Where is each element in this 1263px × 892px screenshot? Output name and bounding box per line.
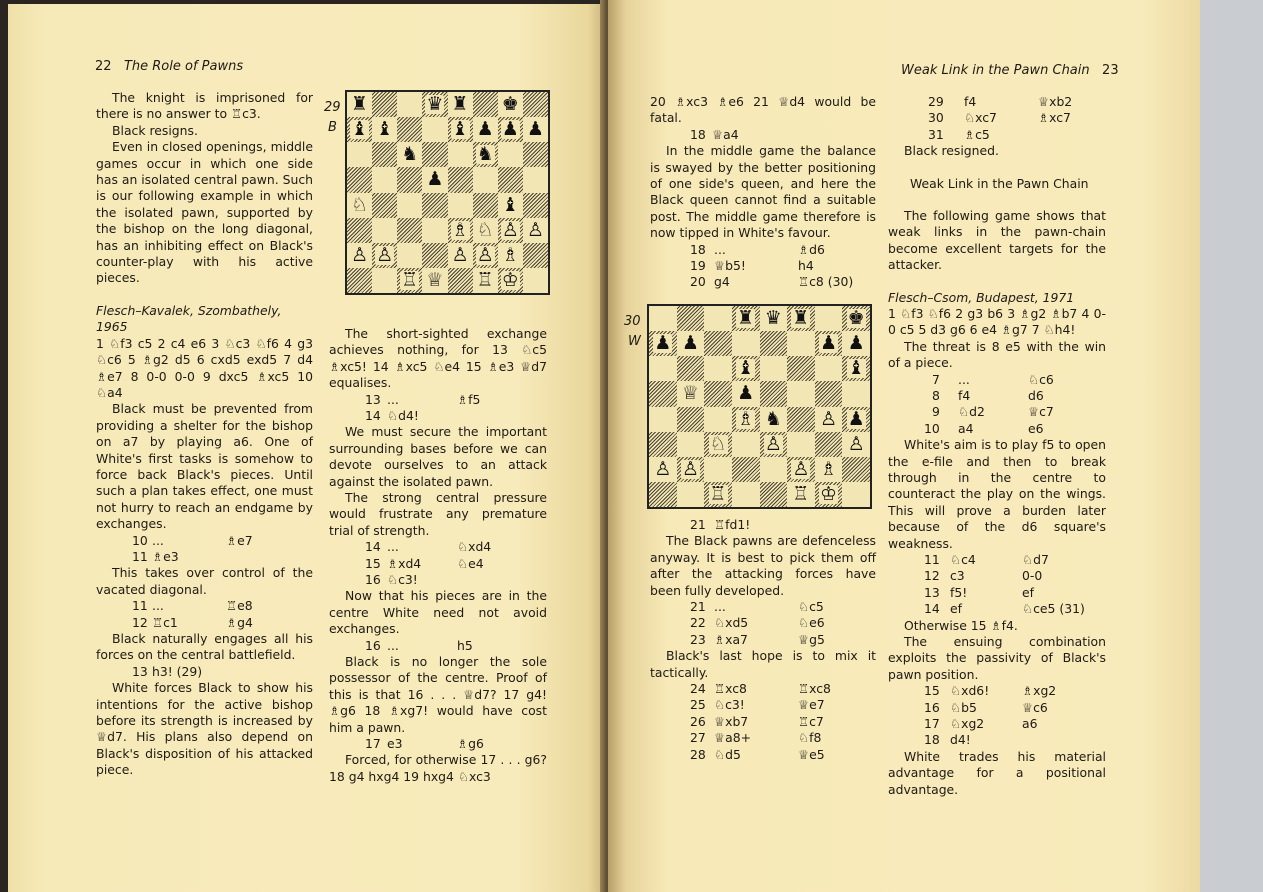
board-square bbox=[448, 167, 473, 192]
board-square bbox=[787, 482, 815, 507]
board-square bbox=[473, 92, 498, 117]
move-line: 31 ♗c5 bbox=[928, 126, 990, 142]
board-square bbox=[677, 482, 705, 507]
board-square bbox=[760, 432, 788, 457]
board-square bbox=[498, 117, 523, 142]
board-square bbox=[842, 457, 870, 482]
chess-piece-icon: ♟ bbox=[847, 332, 865, 355]
board-square bbox=[422, 218, 447, 243]
move-line: 13 h3! (29) bbox=[132, 663, 203, 679]
chess-piece-icon: ♗ bbox=[820, 457, 838, 480]
move-line: 13 ... ♗f5 bbox=[365, 391, 481, 407]
paragraph: The short-sighted exchange achieves nothing, for 13 ♘c5 ♗xc5! 14 ♗xc5 ♘e4 15 ♗e3 ♕d7 equalises. bbox=[329, 326, 547, 391]
paragraph: We must secure the important surrounding bases before we can devote ourselves to an attack against the isolated pawn. bbox=[329, 424, 547, 489]
left-page-number: 22 bbox=[95, 59, 112, 74]
left-column-1 bbox=[96, 90, 313, 779]
board-square bbox=[677, 407, 705, 432]
paragraph: Otherwise 15 ♗f4. bbox=[904, 617, 1018, 633]
paragraph: Even in closed openings, middle games occur in which one side has an isolated central pawn. Such is our following example in which the isolated pawn, supported by the bishop on the long diagonal, has an inhibiting effect on Black's counter-play with his active pieces. bbox=[96, 139, 313, 286]
move-line: 10 ... ♗e7 bbox=[132, 532, 253, 548]
paragraph: Black must be prevented from providing a shelter for the bishop on a7 by playing a6. One of White's first tasks is somehow to force back Black's pieces. Until such a plan takes effect, one must not hurry to reach an endgame by exchanges. bbox=[96, 401, 313, 532]
chess-piece-icon: ♘ bbox=[476, 218, 494, 241]
chess-piece-icon: ♕ bbox=[681, 382, 699, 405]
board-square bbox=[397, 218, 422, 243]
move-line: 19 ♕b5! h4 bbox=[690, 258, 814, 274]
board-square bbox=[498, 92, 523, 117]
board-square bbox=[372, 167, 397, 192]
move-line: 28 ♘d5 ♕e5 bbox=[690, 746, 825, 762]
chess-piece-icon: ♜ bbox=[451, 93, 469, 116]
board-square bbox=[498, 218, 523, 243]
chess-piece-icon: ♟ bbox=[737, 382, 755, 405]
paragraph: Black's last hope is to mix it tactically. bbox=[650, 648, 876, 680]
move-line: 16 ... h5 bbox=[365, 637, 473, 653]
left-running-head bbox=[95, 59, 243, 74]
board-square bbox=[760, 407, 788, 432]
board-square bbox=[704, 381, 732, 406]
board-square bbox=[347, 142, 372, 167]
board-square bbox=[732, 457, 760, 482]
move-line: 29 f4 ♕xb2 bbox=[928, 94, 1073, 109]
paragraph: The knight is imprisoned for there is no answer to ♖c3. bbox=[96, 90, 313, 122]
paragraph: Black is no longer the sole possessor of the centre. Proof of this is that 16 . . . ♕d7? 17 g4! ♗g6 18 ♗xg7! would have cost him a pawn. bbox=[329, 654, 547, 735]
paragraph: The strong central pressure would frustrate any premature trial of strength. bbox=[329, 490, 547, 538]
board-square bbox=[704, 432, 732, 457]
chess-piece-icon: ♙ bbox=[820, 407, 838, 430]
chess-piece-icon: ♟ bbox=[654, 332, 672, 355]
chess-piece-icon: ♙ bbox=[501, 218, 519, 241]
right-column-1-cont bbox=[650, 517, 876, 763]
move-line: 18 ♕a4 bbox=[690, 126, 739, 142]
board-square bbox=[732, 381, 760, 406]
board-square bbox=[787, 457, 815, 482]
chess-piece-icon: ♖ bbox=[401, 268, 419, 291]
move-line: 11 ♘c4 ♘d7 bbox=[924, 552, 1049, 568]
board-square bbox=[422, 92, 447, 117]
board-square bbox=[732, 306, 760, 331]
board-square bbox=[815, 482, 843, 507]
board-square bbox=[815, 457, 843, 482]
board-square bbox=[815, 331, 843, 356]
move-line: 18 d4! bbox=[924, 732, 971, 748]
board-square bbox=[347, 243, 372, 268]
board-square bbox=[787, 381, 815, 406]
diagram-to-move: W bbox=[628, 334, 641, 349]
board-square bbox=[649, 432, 677, 457]
board-square bbox=[760, 331, 788, 356]
board-square bbox=[372, 193, 397, 218]
board-square bbox=[347, 218, 372, 243]
move-line: 12 c3 0-0 bbox=[924, 568, 1043, 584]
board-square bbox=[523, 142, 548, 167]
board-square bbox=[422, 142, 447, 167]
board-square bbox=[397, 92, 422, 117]
chess-piece-icon: ♔ bbox=[820, 482, 838, 505]
chess-piece-icon: ♟ bbox=[476, 118, 494, 141]
board-square bbox=[498, 243, 523, 268]
chess-piece-icon: ♟ bbox=[501, 118, 519, 141]
paragraph: Forced, for otherwise 17 . . . g6? 18 g4 hxg4 19 hxg4 ♘xc3 bbox=[329, 752, 547, 784]
board-square bbox=[842, 306, 870, 331]
paragraph: Black resigns. bbox=[112, 122, 198, 138]
board-square bbox=[787, 306, 815, 331]
board-square bbox=[842, 356, 870, 381]
board-square bbox=[842, 331, 870, 356]
board-square bbox=[760, 381, 788, 406]
move-line: 20 g4 ♖c8 (30) bbox=[690, 274, 854, 290]
board-square bbox=[842, 381, 870, 406]
board-square bbox=[523, 92, 548, 117]
chess-diagram-29 bbox=[345, 90, 550, 295]
board-square bbox=[732, 482, 760, 507]
board-square bbox=[372, 218, 397, 243]
right-running-head bbox=[901, 63, 1119, 78]
diagram-number: 29 bbox=[324, 100, 341, 115]
board-square bbox=[372, 117, 397, 142]
chess-piece-icon: ♞ bbox=[764, 407, 782, 430]
board-square bbox=[842, 432, 870, 457]
move-line: 17 e3 ♗g6 bbox=[365, 736, 484, 752]
board-square bbox=[448, 268, 473, 293]
move-line: 15 ♘xd6! ♗xg2 bbox=[924, 683, 1057, 699]
move-line: 11 ♗e3 bbox=[132, 548, 179, 564]
chess-piece-icon: ♙ bbox=[654, 457, 672, 480]
paragraph: Black naturally engages all his forces on the central battlefield. bbox=[96, 630, 313, 663]
right-column-1 bbox=[650, 94, 876, 291]
chess-piece-icon: ♝ bbox=[737, 357, 755, 380]
game-heading: Flesch–Kavalek, Szombathely, 1965 bbox=[96, 302, 282, 335]
move-line: 9 ♘d2 ♕c7 bbox=[932, 404, 1054, 420]
chess-piece-icon: ♘ bbox=[351, 193, 369, 216]
chess-piece-icon: ♙ bbox=[376, 243, 394, 266]
board-square bbox=[732, 432, 760, 457]
diagram-to-move: B bbox=[328, 120, 337, 135]
chess-piece-icon: ♞ bbox=[401, 143, 419, 166]
board-square bbox=[498, 142, 523, 167]
chess-piece-icon: ♙ bbox=[351, 243, 369, 266]
board-square bbox=[649, 482, 677, 507]
move-line: 30 ♘xc7 ♗xc7 bbox=[928, 110, 1071, 126]
move-line: 18 ... ♗d6 bbox=[690, 241, 825, 257]
chess-piece-icon: ♖ bbox=[709, 482, 727, 505]
board-square bbox=[397, 268, 422, 293]
chess-piece-icon: ♜ bbox=[792, 307, 810, 330]
board-square bbox=[842, 407, 870, 432]
board-square bbox=[677, 306, 705, 331]
move-line: 16 ♘c3! bbox=[365, 572, 418, 588]
chess-piece-icon: ♙ bbox=[526, 218, 544, 241]
paragraph: In the middle game the balance is swayed by the better positioning of one side's queen, and here the Black queen cannot find a suitable post. The middle game therefore is now tipped in White's favour. bbox=[650, 143, 876, 241]
board-square bbox=[448, 117, 473, 142]
right-column-2 bbox=[888, 94, 1106, 798]
move-line: 24 ♖xc8 ♖xc8 bbox=[690, 681, 831, 696]
paragraph: 20 ♗xc3 ♗e6 21 ♕d4 would be fatal. bbox=[650, 94, 876, 126]
board-square bbox=[760, 356, 788, 381]
board-square bbox=[448, 142, 473, 167]
board-square bbox=[473, 218, 498, 243]
chess-piece-icon: ♚ bbox=[501, 93, 519, 116]
move-line: 17 ♘xg2 a6 bbox=[924, 716, 1038, 732]
board-square bbox=[347, 167, 372, 192]
move-line: 11 ... ♖e8 bbox=[132, 598, 253, 614]
board-square bbox=[787, 432, 815, 457]
move-line: 7 ... ♘c6 bbox=[932, 371, 1054, 387]
move-line: 21 ♖fd1! bbox=[690, 517, 751, 532]
board-square bbox=[677, 356, 705, 381]
move-line: 21 ... ♘c5 bbox=[690, 599, 824, 615]
board-square bbox=[422, 117, 447, 142]
chess-piece-icon: ♛ bbox=[764, 307, 782, 330]
board-square bbox=[677, 457, 705, 482]
board-square bbox=[473, 243, 498, 268]
board-square bbox=[649, 407, 677, 432]
chess-piece-icon: ♟ bbox=[681, 332, 699, 355]
board-square bbox=[815, 407, 843, 432]
board-square bbox=[473, 268, 498, 293]
chess-piece-icon: ♙ bbox=[681, 457, 699, 480]
chess-piece-icon: ♚ bbox=[847, 307, 865, 330]
board-square bbox=[842, 482, 870, 507]
paragraph: The ensuing combination exploits the passivity of Black's pawn position. bbox=[888, 634, 1106, 682]
board-square bbox=[815, 381, 843, 406]
board-square bbox=[704, 407, 732, 432]
paragraph: The Black pawns are defenceless anyway. It is best to pick them off after the attacking forces have been fully developed. bbox=[650, 533, 876, 598]
board-square bbox=[372, 243, 397, 268]
board-square bbox=[649, 306, 677, 331]
board-square bbox=[649, 381, 677, 406]
move-line: 23 ♗xa7 ♕g5 bbox=[690, 631, 825, 647]
board-square bbox=[498, 193, 523, 218]
right-page-number: 23 bbox=[1102, 63, 1119, 78]
chess-piece-icon: ♗ bbox=[737, 407, 755, 430]
board-square bbox=[498, 268, 523, 293]
board-square bbox=[649, 331, 677, 356]
board-square bbox=[732, 331, 760, 356]
paragraph: The threat is 8 e5 with the win of a piece. bbox=[888, 338, 1106, 371]
move-line: 25 ♘c3! ♕e7 bbox=[690, 697, 825, 713]
chess-piece-icon: ♙ bbox=[476, 243, 494, 266]
board-square bbox=[397, 243, 422, 268]
chess-piece-icon: ♞ bbox=[476, 143, 494, 166]
board-square bbox=[704, 356, 732, 381]
board-square bbox=[448, 218, 473, 243]
move-line: 26 ♕xb7 ♖c7 bbox=[690, 713, 824, 729]
board-square bbox=[473, 193, 498, 218]
board-square bbox=[704, 482, 732, 507]
board-square bbox=[347, 92, 372, 117]
board-square bbox=[347, 268, 372, 293]
board-square bbox=[704, 331, 732, 356]
right-page bbox=[608, 0, 1200, 892]
chess-diagram-30 bbox=[647, 304, 872, 509]
chess-piece-icon: ♙ bbox=[451, 243, 469, 266]
board-square bbox=[815, 432, 843, 457]
board-square bbox=[448, 193, 473, 218]
board-square bbox=[523, 243, 548, 268]
board-square bbox=[422, 243, 447, 268]
game-moves: 1 ♘f3 ♘f6 2 g3 b6 3 ♗g2 ♗b7 4 0-0 c5 5 d3 g6 6 e4 ♗g7 7 ♘h4! bbox=[888, 306, 1106, 338]
board-square bbox=[397, 167, 422, 192]
paragraph: Now that his pieces are in the centre White need not avoid exchanges. bbox=[329, 588, 547, 637]
board-square bbox=[397, 142, 422, 167]
board-square bbox=[347, 117, 372, 142]
board-square bbox=[649, 356, 677, 381]
board-square bbox=[760, 457, 788, 482]
board-square bbox=[787, 407, 815, 432]
move-line: 14 ... ♘xd4 bbox=[365, 539, 492, 555]
board-square bbox=[815, 356, 843, 381]
board-square bbox=[372, 268, 397, 293]
chess-piece-icon: ♙ bbox=[764, 432, 782, 455]
board-square bbox=[397, 117, 422, 142]
board-square bbox=[422, 193, 447, 218]
move-line: 12 ♖c1 ♗g4 bbox=[132, 614, 253, 630]
board-square bbox=[677, 381, 705, 406]
move-line: 14 ef ♘ce5 (31) bbox=[924, 601, 1085, 617]
diagram-number: 30 bbox=[624, 314, 641, 329]
chess-piece-icon: ♜ bbox=[737, 307, 755, 330]
chess-piece-icon: ♛ bbox=[426, 93, 444, 116]
paragraph: Black resigned. bbox=[904, 143, 999, 159]
move-line: 10 a4 e6 bbox=[924, 420, 1044, 436]
board-square bbox=[523, 193, 548, 218]
chess-piece-icon: ♜ bbox=[351, 93, 369, 116]
board-square bbox=[815, 306, 843, 331]
board-square bbox=[787, 331, 815, 356]
chess-piece-icon: ♟ bbox=[847, 407, 865, 430]
board-square bbox=[498, 167, 523, 192]
paragraph: White trades his material advantage for a positional advantage. bbox=[888, 748, 1106, 797]
chess-piece-icon: ♗ bbox=[501, 243, 519, 266]
chess-piece-icon: ♝ bbox=[376, 118, 394, 141]
chess-piece-icon: ♖ bbox=[476, 268, 494, 291]
chess-piece-icon: ♝ bbox=[451, 118, 469, 141]
left-column-2 bbox=[329, 326, 547, 785]
game-moves: 1 ♘f3 c5 2 c4 e6 3 ♘c3 ♘f6 4 g3 ♘c6 5 ♗g2 d5 6 cxd5 exd5 7 d4 ♗e7 8 0-0 0-0 9 dxc5 ♗xc5 10 ♘a4 bbox=[96, 335, 313, 400]
board-square bbox=[523, 167, 548, 192]
move-line: 8 f4 d6 bbox=[932, 388, 1044, 404]
paragraph: This takes over control of the vacated diagonal. bbox=[96, 565, 313, 597]
move-line: 13 f5! ef bbox=[924, 584, 1034, 600]
board-square bbox=[422, 167, 447, 192]
board-square bbox=[448, 92, 473, 117]
chess-piece-icon: ♗ bbox=[451, 218, 469, 241]
move-line: 16 ♘b5 ♕c6 bbox=[924, 699, 1048, 715]
board-square bbox=[523, 117, 548, 142]
chess-piece-icon: ♟ bbox=[820, 332, 838, 355]
left-chapter-title: The Role of Pawns bbox=[123, 59, 244, 74]
chess-piece-icon: ♖ bbox=[792, 482, 810, 505]
chess-piece-icon: ♘ bbox=[709, 432, 727, 455]
board-square bbox=[347, 193, 372, 218]
board-square bbox=[704, 306, 732, 331]
chess-piece-icon: ♝ bbox=[351, 118, 369, 141]
board-square bbox=[787, 356, 815, 381]
board-square bbox=[732, 407, 760, 432]
chess-piece-icon: ♙ bbox=[792, 457, 810, 480]
board-square bbox=[372, 142, 397, 167]
move-line: 15 ♗xd4 ♘e4 bbox=[365, 555, 484, 571]
chess-piece-icon: ♟ bbox=[526, 118, 544, 141]
board-square bbox=[704, 457, 732, 482]
board-square bbox=[523, 268, 548, 293]
move-line: 27 ♕a8+ ♘f8 bbox=[690, 730, 822, 746]
move-line: 14 ♘d4! bbox=[365, 408, 419, 424]
chess-piece-icon: ♙ bbox=[847, 432, 865, 455]
board-square bbox=[677, 331, 705, 356]
board-square bbox=[473, 167, 498, 192]
board-square bbox=[760, 306, 788, 331]
right-chapter-title: Weak Link in the Pawn Chain bbox=[901, 63, 1090, 78]
scanner-edge bbox=[1200, 0, 1263, 892]
paragraph: White forces Black to show his intentions for the active bishop before its strength is increased by ♕d7. His plans also depend on Black's disposition of his attacked piece. bbox=[96, 680, 313, 778]
paragraph: The following game shows that weak links in the pawn-chain become excellent targets for the attacker. bbox=[888, 207, 1106, 273]
move-line: 22 ♘xd5 ♘e6 bbox=[690, 615, 825, 631]
chess-piece-icon: ♝ bbox=[847, 357, 865, 380]
board-square bbox=[473, 117, 498, 142]
section-heading: Weak Link in the Pawn Chain bbox=[910, 175, 1089, 191]
board-square bbox=[760, 482, 788, 507]
board-square bbox=[372, 92, 397, 117]
chess-piece-icon: ♟ bbox=[426, 168, 444, 191]
board-square bbox=[397, 193, 422, 218]
board-square bbox=[649, 457, 677, 482]
chess-piece-icon: ♔ bbox=[501, 268, 519, 291]
left-page bbox=[8, 4, 606, 892]
game-heading: Flesch–Csom, Budapest, 1971 bbox=[888, 289, 1075, 305]
chess-piece-icon: ♕ bbox=[426, 268, 444, 291]
board-square bbox=[422, 268, 447, 293]
chess-piece-icon: ♝ bbox=[501, 193, 519, 216]
board-square bbox=[448, 243, 473, 268]
board-square bbox=[473, 142, 498, 167]
board-square bbox=[677, 432, 705, 457]
board-square bbox=[523, 218, 548, 243]
board-square bbox=[732, 356, 760, 381]
paragraph: White's aim is to play f5 to open the e-file and then to break through in the centre to counteract the play on the wings. This will prove a burden later because of the d6 square's weakness. bbox=[888, 437, 1106, 551]
